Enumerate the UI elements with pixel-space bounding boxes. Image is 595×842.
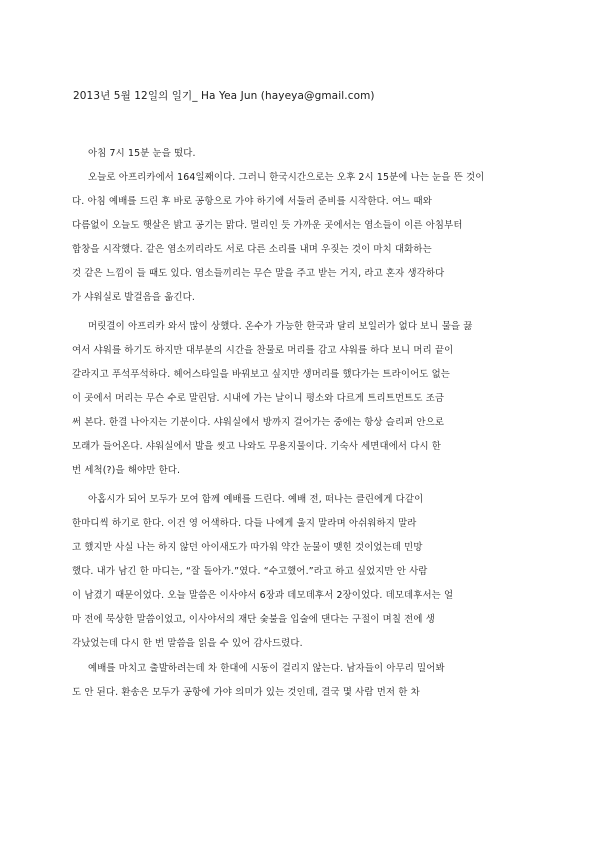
text-line: 도 안 된다. 환송은 모두가 공항에 가야 의미가 있는 것인데, 결국 몇 사람 먼저 한 차 xyxy=(72,687,420,698)
text-line: 오늘로 아프리카에서 164일째이다. 그러니 한국시간으로는 오후 2시 15분에 나는 눈을 뜬 것이 xyxy=(88,172,485,183)
text-line: 이 남겼기 때문이었다. 오늘 말씀은 이사야서 6장과 데모데후서 2장이었다. 데모데후서는 얼 xyxy=(72,590,454,601)
text-line: 번 세척(?)을 해야만 한다. xyxy=(72,465,181,476)
text-line: 했다. 내가 남긴 한 마디는, “잘 돌아가.”였다. “수고했어.”라고 하고 싶었지만 안 사람 xyxy=(72,566,428,577)
text-line: 이 곳에서 머리는 무슨 수로 말린담. 시내에 가는 날이니 평소와 다르게 트리트먼트도 조금 xyxy=(72,393,445,404)
text-line: 다름없이 오늘도 햇살은 밝고 공기는 맑다. 멀리인 듯 가까운 곳에서는 염소들이 이른 아침부터 xyxy=(72,220,463,231)
text-line: 마 전에 묵상한 말씀이었고, 이사야서의 재단 숯불을 입술에 댄다는 구절이 며칠 전에 생 xyxy=(72,614,435,625)
text-line: 여서 샤워를 하기도 하지만 대부분의 시간을 찬물로 머리를 감고 샤워를 하다 보니 머리 끝이 xyxy=(72,345,454,356)
text-line: 합창을 시작했다. 같은 염소끼리라도 서로 다른 소리를 내며 우짖는 것이 마치 대화하는 xyxy=(72,244,432,255)
text-line: 각났었는데 다시 한 번 말씀을 읽을 수 있어 감사드렸다. xyxy=(72,638,303,649)
text-line: 머릿결이 아프리카 와서 많이 상했다. 온수가 가능한 한국과 달리 보일러가 없다 보니 물을 끓 xyxy=(88,321,473,332)
text-line: 가 샤워실로 발걸음을 옮긴다. xyxy=(72,292,195,303)
text-line: 한마디씩 하기로 한다. 이건 영 어색하다. 다들 나에게 울지 말라며 아쉬워하지 말라 xyxy=(72,518,417,529)
text-line: 갈라지고 푸석푸석하다. 헤어스타일을 바꿔보고 싶지만 생머리를 했다가는 트라이어도 없는 xyxy=(72,369,451,380)
text-line: 아침 7시 15분 눈을 떴다. xyxy=(88,148,196,159)
text-line: 것 같은 느낌이 들 때도 있다. 염소들끼리는 무슨 말을 주고 받는 거지, 라고 혼자 생각하다 xyxy=(72,268,445,279)
text-line: 아홉시가 되어 모두가 모여 함께 예배를 드린다. 예배 전, 떠나는 클린에게 다같이 xyxy=(88,494,424,505)
diary-header: 2013년 5월 12일의 일기_ Ha Yea Jun (hayeya@gmail.com) xyxy=(73,90,375,102)
text-line: 모래가 들어온다. 샤워실에서 발을 씻고 나와도 무용지물이다. 기숙사 세면대에서 다시 한 xyxy=(72,441,441,452)
text-line: 다. 아침 예배를 드린 후 바로 공항으로 가야 하기에 서둘러 준비를 시작한다. 여느 때와 xyxy=(72,196,432,207)
text-line: 고 했지만 사실 나는 하지 않던 아이새도가 따가워 약간 눈물이 맺힌 것이었는데 민망 xyxy=(72,542,423,553)
text-line: 써 본다. 한결 나아지는 기분이다. 샤워실에서 방까지 걸어가는 중에는 항상 슬리퍼 안으로 xyxy=(72,417,445,428)
text-line: 예배를 마치고 출발하려는데 차 한대에 시동이 걸리지 않는다. 남자들이 아무리 밀어봐 xyxy=(88,663,445,674)
